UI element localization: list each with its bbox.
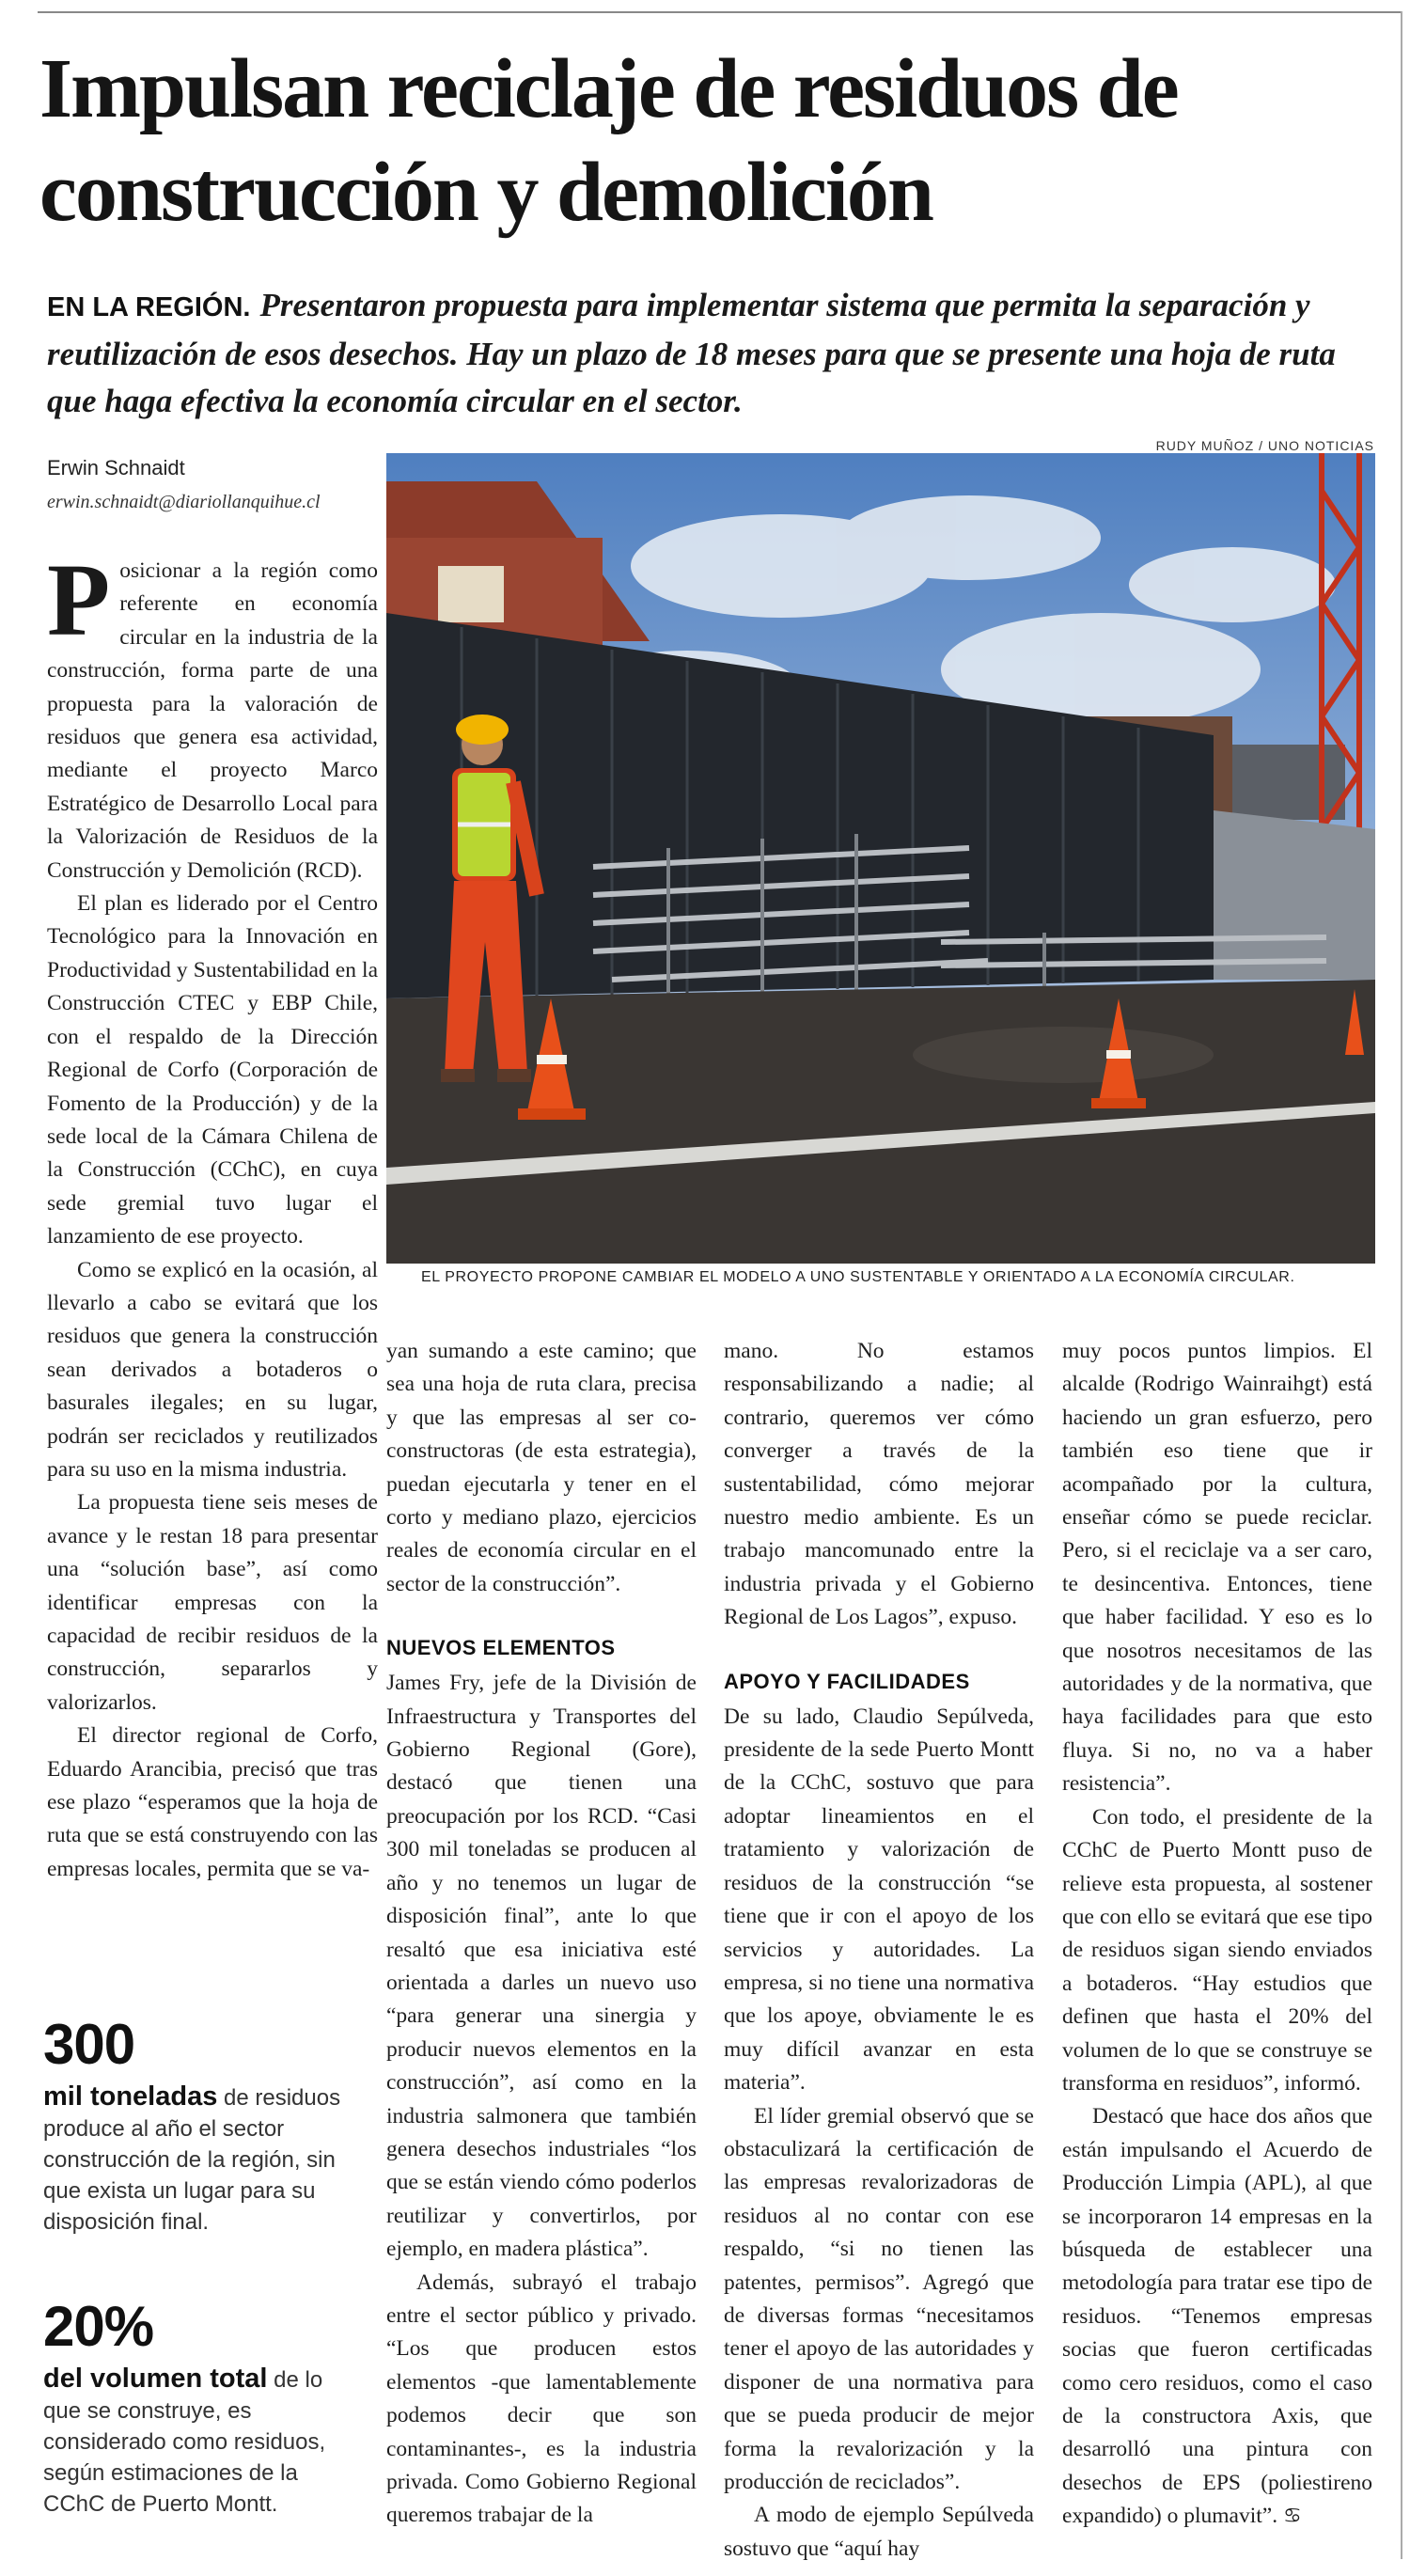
stat-callout-300 [43, 2012, 363, 2238]
paragraph: A modo de ejemplo Sepúlveda sostuvo que “aquí hay [724, 2503, 1034, 2561]
photo-credit: RUDY MUÑOZ / UNO NOTICIAS [1155, 438, 1374, 453]
author-name: Erwin Schnaidt [47, 456, 185, 479]
subhead-text: Presentaron propuesta para implementar sistema que permita la separación y reutilización de esos desechos. Hay un plazo de 18 meses para que se presente una hoja de ruta que haga efectiva la economía circular en el sector. [47, 287, 1336, 419]
paragraph: El plan es liderado por el Centro Tecnológico para la Innovación en Productividad y Sustentabilidad en la Construcción CTEC y EBP Chile, con el respaldo de la Dirección Regional de Corfo (Corporación de Fomento de la Producción) y de la sede local de la Cámara Chilena de la Construcción (CChC), en cuya sede gremial tuvo lugar el lanzamiento de ese proyecto. [47, 891, 378, 1249]
lead-paragraph: Posicionar a la región como referente en economía circular en la industria de la construcción, forma parte de una propuesta para la valoración de residuos que genera esa actividad, mediante el proyecto Marco Estratégico de Desarrollo Local para la Valorización de Residuos de la Construcción y Demolición (RCD). [47, 542, 378, 883]
right-rule [1401, 11, 1402, 2559]
stat-description: del volumen total de lo que se construye, es considerado como residuos, según estimaciones de la CChC de Puerto Montt. [43, 2364, 326, 2517]
paragraph: Destacó que hace dos años que están impulsando el Acuerdo de Producción Limpia (APL), al que se incorporaron 14 empresas en la búsqueda de establecer una metodología para tratar ese tipo de residuos. “Tenemos empresas socias que fueron certificadas como cero residuos, como el caso de la constructora Axis, que desarrolló una pintura con desechos de EPS (poliestireno expandido) o plumavit”. ♋ [1062, 2104, 1372, 2529]
paragraph: De su lado, Claudio Sepúlveda, presidente de la sede Puerto Montt de la CChC, sostuvo que para adoptar lineamientos en el tratamiento y valorización de residuos de la construcción “se tiene que ir con el apoyo de los servicios y autoridades. La empresa, si no tiene una normativa que los apoye, obviamente le es muy difícil avanzar en esta materia”. [724, 1704, 1034, 2096]
paragraph: mano. No estamos responsabilizando a nadie; al contrario, queremos ver cómo converger a través de la sustentabilidad, cómo mejorar nuestro medio ambiente. Es un trabajo mancomunado entre la industria privada y el Gobierno Regional de Los Lagos”, expuso. [724, 1339, 1034, 1630]
column-1 [47, 542, 378, 1886]
paragraph: Como se explicó en la ocasión, al llevarlo a cabo se evitará que los residuos que genera la construcción sean derivados a botaderos o basurales ilegales; en su lugar, podrán ser reciclados y reutilizados para su uso en la misma industria. [47, 1257, 378, 1482]
photo-caption: EL PROYECTO PROPONE CAMBIAR EL MODELO A UNO SUSTENTABLE Y ORIENTADO A LA ECONOMÍA CIRCULAR. [421, 1269, 1295, 1285]
paragraph: Con todo, el presidente de la CChC de Puerto Montt puso de relieve esta propuesta, al sostener que con ello se evitará que ese tipo de residuos sigan siendo enviados a botaderos. “Hay estudios que definen que hasta el 20% del volumen de lo que se construye se transforma en residuos”, informó. [1062, 1804, 1372, 2096]
drop-cap: P [47, 542, 111, 657]
byline [47, 456, 367, 513]
paragraph: El director regional de Corfo, Eduardo Arancibia, precisó que tras ese plazo “esperamos que la hoja de ruta que se está construyendo con las empresas locales, permita que se va- [47, 1723, 378, 1881]
end-mark-icon: ♋ [1282, 2505, 1302, 2529]
top-rule [38, 11, 1401, 13]
paragraph: El líder gremial observó que se obstaculizará la certificación de las empresas revalorizadoras de residuos al no contar con ese respaldo, “si no tienen las patentes, permisos”. Agregó que de diversas formas “necesitamos tener el apoyo de las autoridades y disponer de una normativa para que se pueda producir de mejor forma la revalorización y la producción de reciclados”. [724, 2103, 1034, 2494]
stat-callout-20 [43, 2294, 363, 2520]
headline: Impulsan reciclaje de residuos de construcción y demolición [39, 42, 1178, 239]
column-4 [1062, 1335, 1372, 2534]
stat-number: 300 [43, 2013, 135, 2076]
section-subtitle: APOYO Y FACILIDADES [724, 1669, 970, 1693]
author-email: erwin.schnaidt@diariollanquihue.cl [47, 492, 321, 512]
stat-number: 20% [43, 2295, 154, 2358]
stat-description: mil toneladas de residuos produce al año el sector construcción de la región, sin que exista un lugar para su disposición final. [43, 2081, 341, 2235]
column-3 [724, 1335, 1034, 2566]
column-2 [386, 1335, 697, 2533]
paragraph: La propuesta tiene seis meses de avance y le restan 18 para presentar una “solución base”, así como identificar empresas con la capacidad de recibir residuos de la construcción, separarlos y valorizarlos. [47, 1490, 378, 1715]
paragraph: Además, subrayó el trabajo entre el sector público y privado. “Los que producen estos elementos -que lamentablemente podemos decir que son contaminantes-, es la industria privada. Como Gobierno Regional queremos trabajar de la [386, 2270, 697, 2528]
construction-site-illustration [386, 453, 1375, 1264]
paragraph: muy pocos puntos limpios. El alcalde (Rodrigo Wainraihgt) está haciendo un gran esfuerzo, pero también eso tiene que ir acompañado por la cultura, enseñar cómo se puede reciclar. Pero, si el reciclaje va a ser caro, te desincentiva. Entonces, tiene que haber facilidad. Y eso es lo que nosotros necesitamos de las autoridades y de la normativa, que haya facilidades para que esto fluya. Si no, no va a haber resistencia”. [1062, 1339, 1372, 1797]
section-subtitle: NUEVOS ELEMENTOS [386, 1636, 616, 1660]
paragraph: James Fry, jefe de la División de Infraestructura y Transportes del Gobierno Regional (Gore), destacó que tienen una preocupación por los RCD. “Casi 300 mil toneladas se producen al año y no tenemos un lugar de disposición final”, ante lo que resaltó que esa iniciativa esté orientada a darles un nuevo uso “para generar una sinergia y producir nuevos elementos en la construcción”, así como en la industria salmonera que también genera desechos industriales “los que se están viendo cómo poderlos reutilizar y convertirlos, por ejemplo, en madera plástica”. [386, 1671, 697, 2262]
paragraph: yan sumando a este camino; que sea una hoja de ruta clara, precisa y que las empresas al ser co-constructoras (de esta estrategia), puedan ejecutarla y tener en el corto y mediano plazo, ejercicios reales de economía circular en el sector de la construcción”. [386, 1339, 697, 1596]
subheadline [47, 282, 1382, 425]
article-photo [386, 453, 1375, 1264]
section-kicker: EN LA REGIÓN. [47, 292, 251, 322]
